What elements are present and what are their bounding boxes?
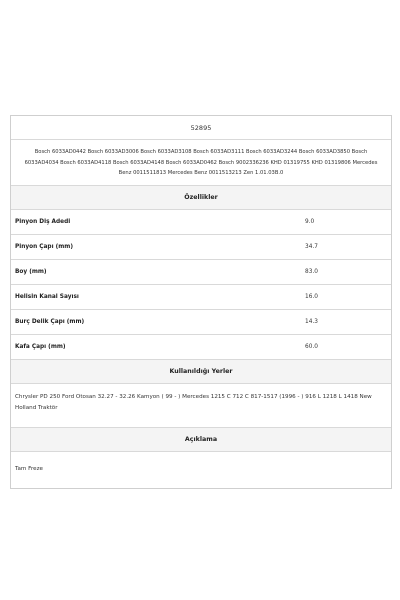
spec-row: [11, 310, 391, 335]
usage-text: Chrysler PD 250 Ford Otosan 32.27 - 32.26 Kamyon ( 99 - ) Mercedes 1215 C 712 C 817-1517 (1996 - ) 916 L 1218 L 1418 New Holland Traktör: [11, 384, 391, 428]
spec-row: [11, 335, 391, 360]
spec-row: [11, 210, 391, 235]
spec-value: 34.7: [305, 244, 318, 250]
spec-row: [11, 285, 391, 310]
spec-value: 9.0: [305, 219, 315, 225]
spec-label: Helisin Kanal Sayısı: [15, 294, 79, 300]
spec-value: 16.0: [305, 294, 318, 300]
spec-value: 60.0: [305, 344, 318, 350]
spec-label: Boy (mm): [15, 269, 47, 275]
spec-row: [11, 260, 391, 285]
oem-references: Bosch 6033AD0442 Bosch 6033AD3006 Bosch 6033AD3108 Bosch 6033AD3111 Bosch 6033AD3244 Bosch 6033AD3850 Bosch 6033AD4034 Bosch 6033AD4118 Bosch 6033AD4148 Bosch 6033AD0462 Bosch 9002336236 KHD 01319755 KHD 01319806 Mercedes Benz 0011511813 Mercedes Benz 0011513213 Zen 1.01.03B.0: [11, 140, 391, 186]
specs-heading: Özellikler: [11, 186, 391, 210]
spec-value: 83.0: [305, 269, 318, 275]
product-spec-table: [10, 115, 392, 489]
description-text: Tam Freze: [15, 466, 43, 472]
spec-label: Burç Delik Çapı (mm): [15, 319, 85, 325]
product-code: 52895: [11, 116, 391, 140]
spec-value: 14.3: [305, 319, 318, 325]
description-heading: Açıklama: [11, 428, 391, 452]
usage-heading: Kullanıldığı Yerler: [11, 360, 391, 384]
spec-label: Pinyon Çapı (mm): [15, 244, 73, 250]
spec-row: [11, 235, 391, 260]
spec-label: Kafa Çapı (mm): [15, 344, 66, 350]
spec-label: Pinyon Diş Adedi: [15, 219, 71, 225]
